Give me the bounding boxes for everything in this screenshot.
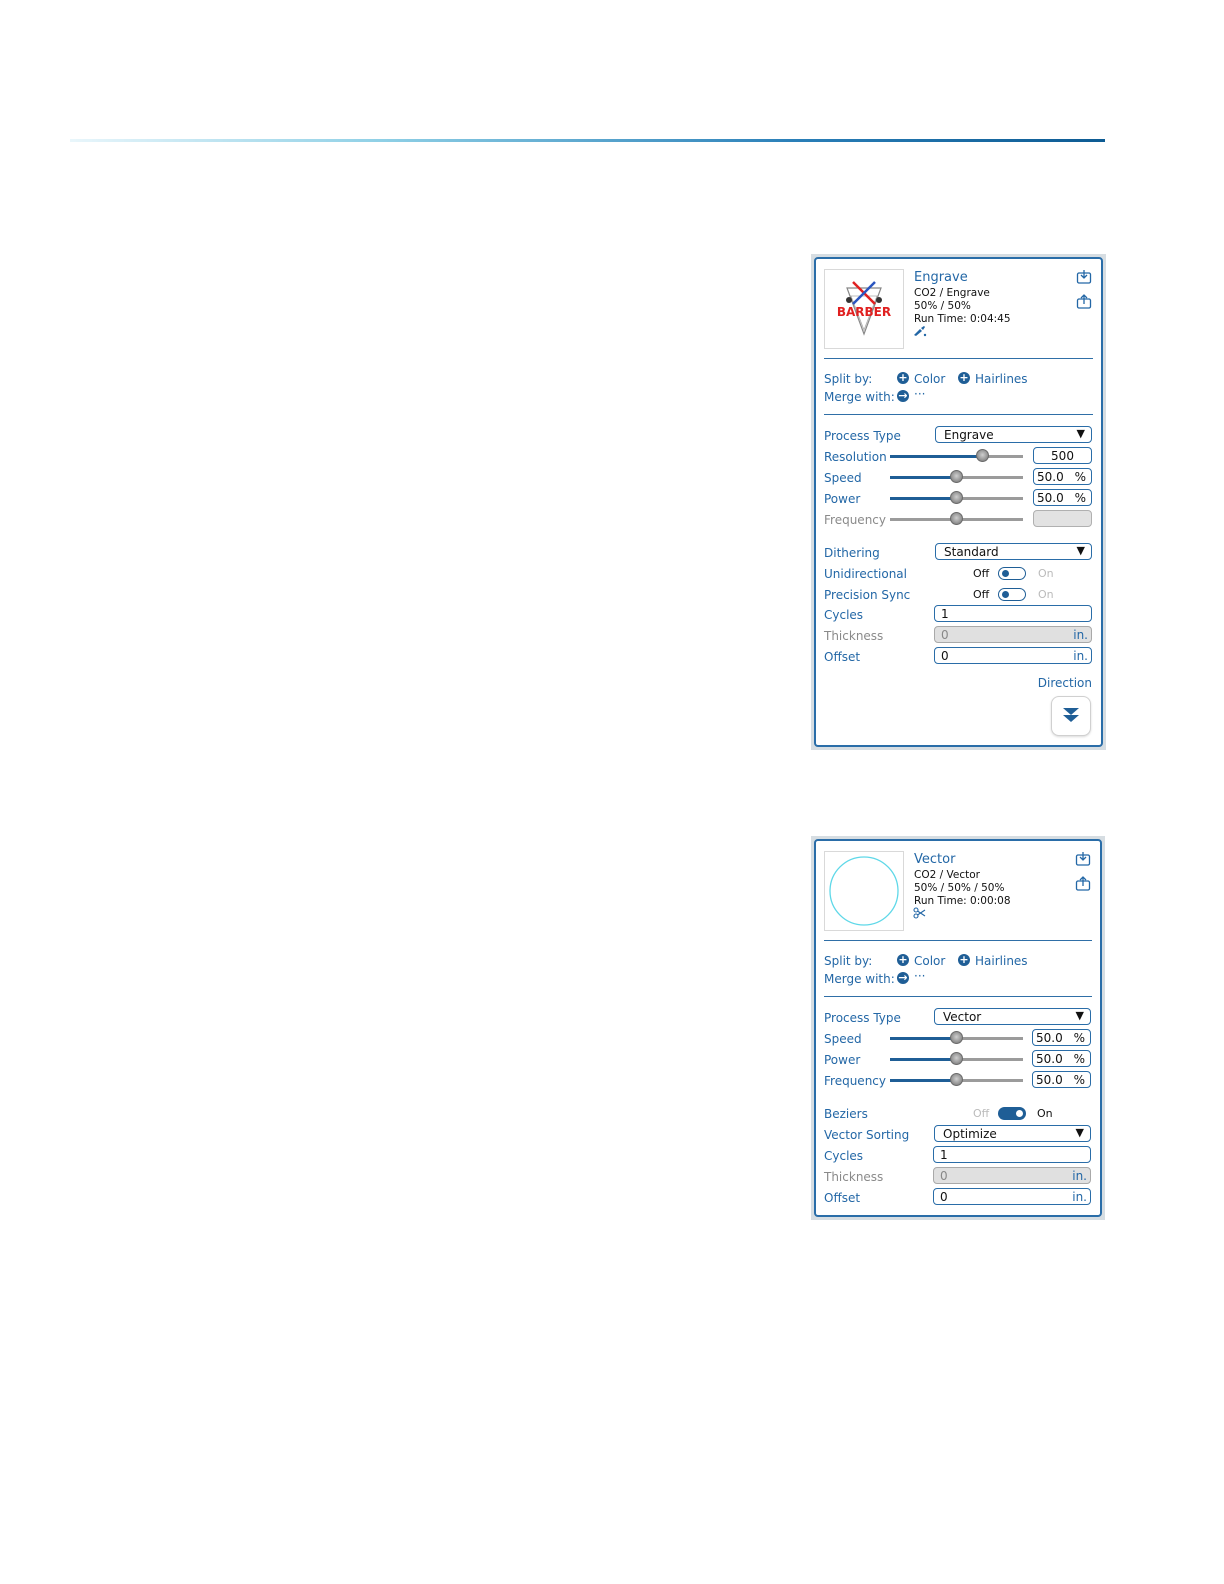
divider [824, 940, 1092, 941]
slider-knob [950, 512, 963, 525]
dithering-select[interactable]: Standard ▼ [935, 543, 1092, 560]
add-icon[interactable]: + [959, 953, 969, 966]
slider-knob [950, 491, 963, 504]
power-slider[interactable] [890, 1052, 1023, 1067]
merge-options[interactable]: ··· [914, 969, 926, 983]
process-type-label: Process Type [824, 1011, 901, 1025]
split-by-label: Split by: [824, 372, 873, 386]
toggle-off-label: Off [973, 1107, 990, 1120]
dropdown-arrow-icon: ▼ [1076, 427, 1085, 440]
divider [824, 996, 1092, 997]
toggle-off-label: Off [973, 588, 990, 601]
offset-label: Offset [824, 1191, 861, 1205]
toggle-off-label: Off [973, 567, 990, 580]
direction-down-icon [1052, 697, 1090, 735]
frequency-label: Frequency [824, 513, 886, 527]
speed-label: Speed [824, 1032, 862, 1046]
dropdown-arrow-icon: ▼ [1076, 544, 1085, 557]
import-settings-icon[interactable] [1075, 851, 1091, 867]
dithering-label: Dithering [824, 546, 880, 560]
scissors-icon [913, 907, 926, 922]
speed-input[interactable]: 50.0 % [1032, 1029, 1091, 1046]
run-time-text: Run Time: 0:04:45 [914, 313, 1011, 325]
cycles-input[interactable]: 1 [933, 1146, 1091, 1163]
power-input[interactable]: 50.0 % [1032, 1050, 1091, 1067]
process-type-select[interactable]: Engrave ▼ [935, 426, 1092, 443]
vector-sorting-label: Vector Sorting [824, 1128, 910, 1142]
offset-input[interactable]: 0 in. [934, 647, 1092, 664]
speed-input[interactable]: 50.0 % [1033, 468, 1092, 485]
resolution-input[interactable]: 500 [1033, 447, 1092, 464]
precision-sync-label: Precision Sync [824, 588, 911, 602]
thickness-label: Thickness [824, 629, 884, 643]
engrave-tool-icon [913, 325, 927, 340]
slider-knob [950, 1073, 963, 1086]
direction-button[interactable] [1051, 696, 1091, 736]
precision-sync-toggle[interactable] [998, 588, 1026, 601]
cycles-input[interactable]: 1 [934, 605, 1092, 622]
toggle-on-label: On [1038, 588, 1054, 601]
export-settings-icon[interactable] [1075, 876, 1091, 892]
frequency-slider[interactable] [890, 1073, 1023, 1088]
run-time-text: Run Time: 0:00:08 [914, 895, 1011, 907]
settings-text: 50% / 50% [914, 300, 971, 312]
slider-knob [950, 1031, 963, 1044]
offset-label: Offset [824, 650, 861, 664]
divider [824, 414, 1093, 415]
power-label: Power [824, 1053, 861, 1067]
material-text: CO2 / Engrave [914, 287, 990, 299]
speed-slider[interactable] [890, 1031, 1023, 1046]
speed-label: Speed [824, 471, 862, 485]
vector-panel [811, 836, 1105, 1220]
beziers-label: Beziers [824, 1107, 868, 1121]
import-settings-icon[interactable] [1076, 269, 1092, 285]
toggle-on-label: On [1037, 1107, 1053, 1120]
thickness-label: Thickness [824, 1170, 884, 1184]
offset-input[interactable]: 0 in. [933, 1188, 1091, 1205]
split-hairlines-link[interactable]: Hairlines [975, 954, 1028, 968]
frequency-label: Frequency [824, 1074, 886, 1088]
slider-knob [950, 470, 963, 483]
add-icon[interactable]: + [959, 371, 969, 384]
layer-name[interactable]: Vector [914, 852, 956, 867]
material-text: CO2 / Vector [914, 869, 980, 881]
layer-name[interactable]: Engrave [914, 270, 968, 285]
add-icon[interactable]: + [898, 371, 908, 384]
merge-with-label: Merge with: [824, 972, 895, 986]
merge-with-label: Merge with: [824, 390, 895, 404]
toggle-on-label: On [1038, 567, 1054, 580]
direction-label: Direction [1037, 676, 1092, 690]
frequency-input [1033, 510, 1092, 527]
slider-knob [950, 1052, 963, 1065]
split-by-label: Split by: [824, 954, 873, 968]
split-color-link[interactable]: Color [914, 372, 946, 386]
header-rule [70, 139, 1105, 142]
power-slider[interactable] [890, 491, 1023, 506]
engrave-thumbnail [824, 269, 904, 349]
merge-arrow-icon[interactable]: → [898, 389, 908, 402]
settings-text: 50% / 50% / 50% [914, 882, 1005, 894]
thickness-input: 0 in. [934, 626, 1092, 643]
dropdown-arrow-icon: ▼ [1075, 1009, 1084, 1022]
resolution-label: Resolution [824, 450, 887, 464]
process-type-label: Process Type [824, 429, 901, 443]
dropdown-arrow-icon: ▼ [1075, 1126, 1084, 1139]
thickness-input: 0 in. [933, 1167, 1091, 1184]
power-input[interactable]: 50.0 % [1033, 489, 1092, 506]
cycles-label: Cycles [824, 1149, 864, 1163]
split-color-link[interactable]: Color [914, 954, 946, 968]
process-type-select[interactable]: Vector ▼ [934, 1008, 1091, 1025]
vector-thumbnail [824, 851, 904, 931]
svg-text:BARBER: BARBER [836, 305, 892, 319]
add-icon[interactable]: + [898, 953, 908, 966]
resolution-slider[interactable] [890, 449, 1023, 464]
vector-sorting-select[interactable]: Optimize ▼ [934, 1125, 1091, 1142]
merge-arrow-icon[interactable]: → [898, 971, 908, 984]
export-settings-icon[interactable] [1076, 294, 1092, 310]
slider-knob [976, 449, 989, 462]
merge-options[interactable]: ··· [914, 387, 926, 401]
beziers-toggle[interactable] [998, 1107, 1026, 1120]
unidirectional-label: Unidirectional [824, 567, 907, 581]
frequency-slider [890, 512, 1023, 527]
divider [824, 358, 1093, 359]
speed-slider[interactable] [890, 470, 1023, 485]
engrave-panel [811, 254, 1106, 750]
power-label: Power [824, 492, 861, 506]
split-hairlines-link[interactable]: Hairlines [975, 372, 1028, 386]
unidirectional-toggle[interactable] [998, 567, 1026, 580]
frequency-input[interactable]: 50.0 % [1032, 1071, 1091, 1088]
cycles-label: Cycles [824, 608, 864, 622]
